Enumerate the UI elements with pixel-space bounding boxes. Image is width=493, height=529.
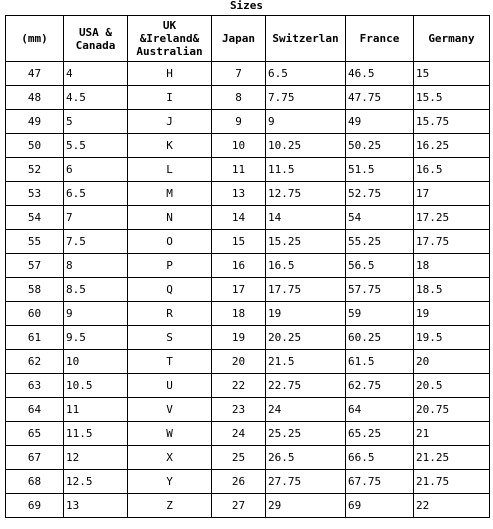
cell-japan: 24 — [212, 422, 266, 446]
table-row — [6, 134, 490, 158]
cell-japan: 13 — [212, 182, 266, 206]
cell-france: 51.5 — [346, 158, 414, 182]
cell-uk-ireland-australian: V — [128, 398, 212, 422]
column-header-uk-ireland-australian: UK &Ireland& Australian — [128, 16, 212, 62]
cell-usa-canada: 12.5 — [64, 470, 128, 494]
table-row — [6, 494, 490, 518]
cell-switzerland: 17.75 — [266, 278, 346, 302]
table-row — [6, 470, 490, 494]
cell-switzerland: 10.25 — [266, 134, 346, 158]
table-title: Sizes — [229, 0, 264, 12]
column-header-france: France — [346, 16, 414, 62]
cell-uk-ireland-australian: O — [128, 230, 212, 254]
cell-japan: 26 — [212, 470, 266, 494]
cell-germany: 15.5 — [414, 86, 490, 110]
cell-japan: 15 — [212, 230, 266, 254]
cell-germany: 18.5 — [414, 278, 490, 302]
table-row — [6, 326, 490, 350]
cell-mm: 67 — [6, 446, 64, 470]
cell-france: 60.25 — [346, 326, 414, 350]
cell-germany: 16.25 — [414, 134, 490, 158]
cell-germany: 18 — [414, 254, 490, 278]
cell-mm: 61 — [6, 326, 64, 350]
cell-uk-ireland-australian: Q — [128, 278, 212, 302]
cell-france: 65.25 — [346, 422, 414, 446]
cell-france: 46.5 — [346, 62, 414, 86]
cell-mm: 68 — [6, 470, 64, 494]
cell-mm: 54 — [6, 206, 64, 230]
cell-uk-ireland-australian: T — [128, 350, 212, 374]
cell-switzerland: 26.5 — [266, 446, 346, 470]
cell-mm: 64 — [6, 398, 64, 422]
table-row — [6, 158, 490, 182]
cell-france: 55.25 — [346, 230, 414, 254]
cell-usa-canada: 11.5 — [64, 422, 128, 446]
cell-japan: 8 — [212, 86, 266, 110]
cell-mm: 63 — [6, 374, 64, 398]
cell-germany: 17.75 — [414, 230, 490, 254]
cell-switzerland: 29 — [266, 494, 346, 518]
cell-switzerland: 25.25 — [266, 422, 346, 446]
cell-uk-ireland-australian: R — [128, 302, 212, 326]
ring-size-table — [5, 15, 490, 518]
cell-uk-ireland-australian: Y — [128, 470, 212, 494]
cell-france: 62.75 — [346, 374, 414, 398]
cell-usa-canada: 13 — [64, 494, 128, 518]
cell-usa-canada: 7.5 — [64, 230, 128, 254]
cell-japan: 14 — [212, 206, 266, 230]
table-row — [6, 206, 490, 230]
cell-switzerland: 9 — [266, 110, 346, 134]
cell-usa-canada: 12 — [64, 446, 128, 470]
cell-japan: 9 — [212, 110, 266, 134]
cell-mm: 57 — [6, 254, 64, 278]
cell-mm: 52 — [6, 158, 64, 182]
table-row — [6, 422, 490, 446]
cell-mm: 69 — [6, 494, 64, 518]
cell-france: 56.5 — [346, 254, 414, 278]
cell-usa-canada: 8 — [64, 254, 128, 278]
cell-uk-ireland-australian: W — [128, 422, 212, 446]
cell-mm: 49 — [6, 110, 64, 134]
cell-japan: 17 — [212, 278, 266, 302]
cell-switzerland: 14 — [266, 206, 346, 230]
cell-germany: 20.5 — [414, 374, 490, 398]
cell-france: 47.75 — [346, 86, 414, 110]
cell-germany: 15 — [414, 62, 490, 86]
cell-france: 59 — [346, 302, 414, 326]
cell-mm: 47 — [6, 62, 64, 86]
cell-mm: 58 — [6, 278, 64, 302]
cell-usa-canada: 5 — [64, 110, 128, 134]
cell-switzerland: 12.75 — [266, 182, 346, 206]
cell-usa-canada: 8.5 — [64, 278, 128, 302]
cell-japan: 11 — [212, 158, 266, 182]
cell-uk-ireland-australian: I — [128, 86, 212, 110]
table-row — [6, 278, 490, 302]
cell-france: 49 — [346, 110, 414, 134]
column-header-mm: (mm) — [6, 16, 64, 62]
cell-germany: 20.75 — [414, 398, 490, 422]
cell-switzerland: 11.5 — [266, 158, 346, 182]
cell-uk-ireland-australian: M — [128, 182, 212, 206]
table-row — [6, 350, 490, 374]
cell-germany: 21.75 — [414, 470, 490, 494]
cell-uk-ireland-australian: P — [128, 254, 212, 278]
cell-mm: 60 — [6, 302, 64, 326]
cell-mm: 62 — [6, 350, 64, 374]
cell-japan: 18 — [212, 302, 266, 326]
cell-switzerland: 7.75 — [266, 86, 346, 110]
table-row — [6, 182, 490, 206]
cell-switzerland: 6.5 — [266, 62, 346, 86]
cell-usa-canada: 6.5 — [64, 182, 128, 206]
cell-japan: 7 — [212, 62, 266, 86]
column-header-switzerland: Switzerlan — [266, 16, 346, 62]
cell-germany: 17.25 — [414, 206, 490, 230]
cell-switzerland: 15.25 — [266, 230, 346, 254]
cell-germany: 21 — [414, 422, 490, 446]
cell-usa-canada: 5.5 — [64, 134, 128, 158]
cell-uk-ireland-australian: N — [128, 206, 212, 230]
cell-japan: 20 — [212, 350, 266, 374]
cell-uk-ireland-australian: S — [128, 326, 212, 350]
cell-japan: 10 — [212, 134, 266, 158]
cell-japan: 23 — [212, 398, 266, 422]
cell-switzerland: 24 — [266, 398, 346, 422]
table-header — [6, 16, 490, 62]
table-body — [6, 62, 490, 518]
cell-uk-ireland-australian: L — [128, 158, 212, 182]
cell-mm: 50 — [6, 134, 64, 158]
cell-germany: 19 — [414, 302, 490, 326]
cell-france: 69 — [346, 494, 414, 518]
cell-france: 52.75 — [346, 182, 414, 206]
cell-usa-canada: 9.5 — [64, 326, 128, 350]
cell-mm: 55 — [6, 230, 64, 254]
cell-france: 57.75 — [346, 278, 414, 302]
header-row — [6, 16, 490, 62]
cell-uk-ireland-australian: J — [128, 110, 212, 134]
cell-usa-canada: 4.5 — [64, 86, 128, 110]
column-header-japan: Japan — [212, 16, 266, 62]
table-row — [6, 86, 490, 110]
column-header-usa-canada: USA & Canada — [64, 16, 128, 62]
cell-uk-ireland-australian: H — [128, 62, 212, 86]
cell-france: 64 — [346, 398, 414, 422]
table-row — [6, 374, 490, 398]
cell-switzerland: 27.75 — [266, 470, 346, 494]
cell-mm: 65 — [6, 422, 64, 446]
cell-japan: 16 — [212, 254, 266, 278]
cell-mm: 48 — [6, 86, 64, 110]
cell-usa-canada: 11 — [64, 398, 128, 422]
cell-usa-canada: 10 — [64, 350, 128, 374]
cell-usa-canada: 7 — [64, 206, 128, 230]
cell-switzerland: 22.75 — [266, 374, 346, 398]
table-row — [6, 62, 490, 86]
table-row — [6, 254, 490, 278]
column-header-germany: Germany — [414, 16, 490, 62]
cell-germany: 16.5 — [414, 158, 490, 182]
table-row — [6, 446, 490, 470]
cell-germany: 20 — [414, 350, 490, 374]
table-row — [6, 230, 490, 254]
cell-usa-canada: 9 — [64, 302, 128, 326]
cell-switzerland: 19 — [266, 302, 346, 326]
cell-france: 54 — [346, 206, 414, 230]
cell-france: 50.25 — [346, 134, 414, 158]
table-row — [6, 110, 490, 134]
cell-japan: 22 — [212, 374, 266, 398]
cell-france: 61.5 — [346, 350, 414, 374]
cell-france: 67.75 — [346, 470, 414, 494]
cell-germany: 21.25 — [414, 446, 490, 470]
cell-germany: 22 — [414, 494, 490, 518]
cell-mm: 53 — [6, 182, 64, 206]
table-row — [6, 302, 490, 326]
cell-uk-ireland-australian: U — [128, 374, 212, 398]
cell-france: 66.5 — [346, 446, 414, 470]
cell-germany: 17 — [414, 182, 490, 206]
cell-uk-ireland-australian: K — [128, 134, 212, 158]
cell-switzerland: 20.25 — [266, 326, 346, 350]
table-row — [6, 398, 490, 422]
cell-japan: 25 — [212, 446, 266, 470]
cell-japan: 27 — [212, 494, 266, 518]
cell-uk-ireland-australian: X — [128, 446, 212, 470]
cell-germany: 19.5 — [414, 326, 490, 350]
cell-japan: 19 — [212, 326, 266, 350]
cell-usa-canada: 10.5 — [64, 374, 128, 398]
cell-uk-ireland-australian: Z — [128, 494, 212, 518]
cell-switzerland: 21.5 — [266, 350, 346, 374]
cell-usa-canada: 6 — [64, 158, 128, 182]
cell-usa-canada: 4 — [64, 62, 128, 86]
cell-germany: 15.75 — [414, 110, 490, 134]
cell-switzerland: 16.5 — [266, 254, 346, 278]
